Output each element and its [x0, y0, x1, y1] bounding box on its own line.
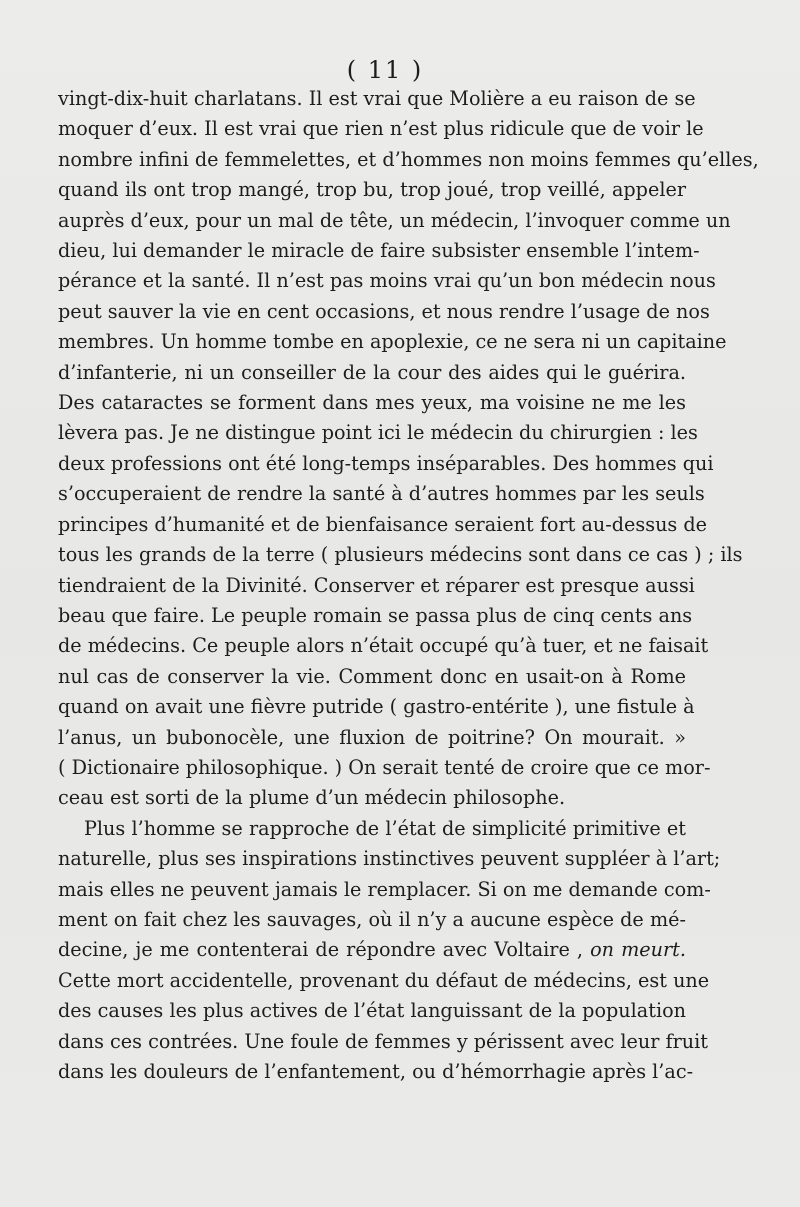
text-line: membres. Un homme tombe en apoplexie, ce ne sera ni un capitaine — [58, 330, 727, 354]
text-line: dans ces contrées. Une foule de femmes y périssent avec leur fruit — [58, 1029, 709, 1053]
text-line: vingt-dix-huit charlatans. Il est vrai que Molière a eu raison de se — [58, 87, 696, 110]
text-line: naturelle, plus ses inspirations instinctives peuvent suppléer à l’art; — [58, 847, 721, 871]
text-line: mais elles ne peuvent jamais le remplacer. Si on me demande com- — [58, 877, 711, 901]
text-line: moquer d’eux. Il est vrai que rien n’est plus ridicule que de voir le — [58, 117, 704, 141]
text-line: dieu, lui demander le miracle de faire subsister ensemble l’intem- — [58, 239, 700, 263]
text-line: ( Dictionaire philosophique. ) On serait tenté de croire que ce mor- — [58, 755, 711, 779]
text-line: nombre infini de femmelettes, et d’hommes non moins femmes qu’elles, — [58, 147, 759, 171]
text-line: dans les douleurs de l’enfantement, ou d’hémorrhagie après l’ac- — [58, 1060, 694, 1083]
text-line: pérance et la santé. Il n’est pas moins vrai qu’un bon médecin nous — [58, 269, 716, 293]
text-line: deux professions ont été long-temps inséparables. Des hommes qui — [58, 451, 714, 475]
text-line-start: decine, je me contenterai de répondre avec Voltaire , — [58, 938, 584, 962]
text-line: des causes les plus actives de l’état languissant de la population — [58, 999, 686, 1023]
text-line: peut sauver la vie en cent occasions, et nous rendre l’usage de nos — [58, 299, 710, 323]
text-line: d’infanterie, ni un conseiller de la cour des aides qui le guérira. — [58, 360, 686, 384]
text-line: tiendraient de la Divinité. Conserver et réparer est presque aussi — [58, 573, 695, 597]
text-line: Des cataractes se forment dans mes yeux, ma voisine ne me les — [58, 391, 686, 415]
body-text — [58, 84, 759, 1087]
page-number: ( 11 ) — [346, 56, 424, 84]
text-line-with-italic — [58, 935, 686, 965]
italic-phrase: on meurt. — [590, 938, 686, 962]
text-line: de médecins. Ce peuple alors n’était occupé qu’à tuer, et ne faisait — [58, 634, 709, 658]
text-line: auprès d’eux, pour un mal de tête, un médecin, l’invoquer comme un — [58, 208, 731, 232]
text-line: ceau est sorti de la plume d’un médecin philosophe. — [58, 786, 566, 810]
text-line: lèvera pas. Je ne distingue point ici le médecin du chirurgien : les — [58, 421, 698, 445]
text-line: nul cas de conserver la vie. Comment donc en usait-on à Rome — [58, 664, 686, 688]
text-line: Cette mort accidentelle, provenant du défaut de médecins, est une — [58, 968, 710, 992]
text-line: principes d’humanité et de bienfaisance seraient fort au-dessus de — [58, 512, 708, 536]
text-line: tous les grands de la terre ( plusieurs médecins sont dans ce cas ) ; ils — [58, 543, 743, 567]
text-line: ment on fait chez les sauvages, où il n’y a aucune espèce de mé- — [58, 907, 686, 931]
text-line: quand on avait une fièvre putride ( gastro-entérite ), une fistule à — [58, 695, 695, 719]
text-line: quand ils ont trop mangé, trop bu, trop joué, trop veillé, appeler — [58, 178, 686, 202]
text-line: s’occuperaient de rendre la santé à d’autres hommes par les seuls — [58, 482, 705, 506]
text-line: l’anus, un bubonocèle, une fluxion de poitrine? On mourait. » — [58, 725, 686, 749]
text-line: Plus l’homme se rapproche de l’état de simplicité primitive et — [84, 816, 686, 840]
text-line: beau que faire. Le peuple romain se passa plus de cinq cents ans — [58, 603, 693, 627]
